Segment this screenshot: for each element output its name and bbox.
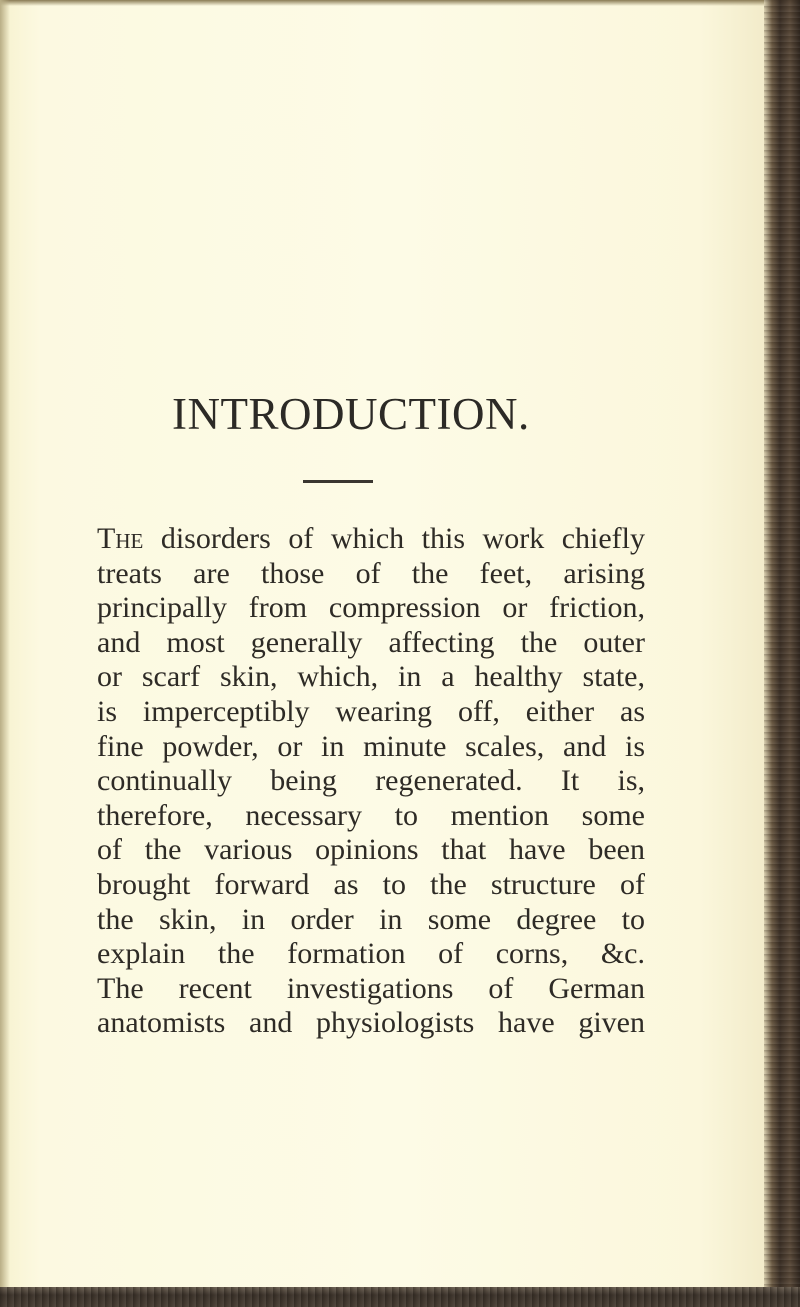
opening-word: The [97,522,144,555]
text-line: and most generally affecting the outer [97,625,645,659]
show-through-texture [110,150,670,370]
text-line: therefore, necessary to mention some [97,798,645,832]
text-line: The recent investigations of German [97,971,645,1005]
text-line: treats are those of the feet, arising [97,556,645,590]
page-top-edge [0,0,800,6]
page-title: INTRODUCTION. [172,389,530,439]
title-rule [303,480,373,483]
text-line: explain the formation of corns, &c. [97,937,645,971]
text-line: anatomists and physiologists have given [97,1006,645,1040]
book-bottom-edge [0,1287,800,1307]
text-line [97,522,645,557]
book-spine [764,0,800,1307]
text-line: fine powder, or in minute scales, and is [97,729,645,763]
text-line: continually being regenerated. It is, [97,764,645,798]
text-line: principally from compression or friction, [97,591,645,625]
text-line-content: disorders of which this work chiefly [160,522,645,555]
text-line: is imperceptibly wearing off, either as [97,694,645,728]
text-line: of the various opinions that have been [97,833,645,867]
text-line: brought forward as to the structure of [97,867,645,901]
text-line: or scarf skin, which, in a healthy state, [97,660,645,694]
text-line: the skin, in order in some degree to [97,902,645,936]
page-left-edge [0,0,10,1307]
body-paragraph [97,522,645,1041]
